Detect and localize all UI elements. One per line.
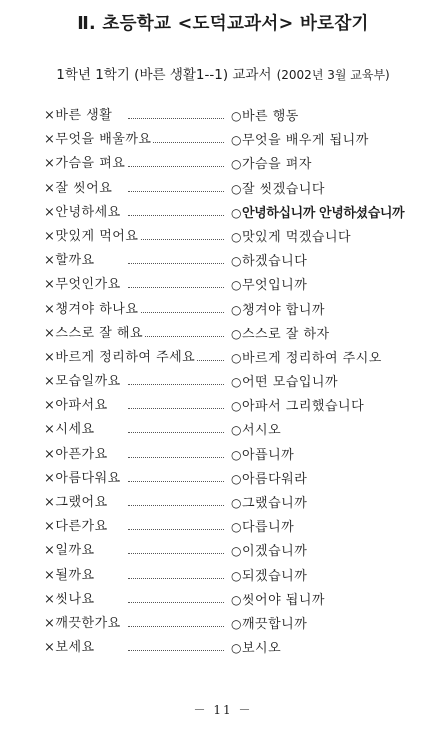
wrong-expression: ×될까요 bbox=[44, 567, 95, 583]
wrong-expression: ×챙겨야 하나요 bbox=[44, 301, 139, 317]
wrong-expression: ×모습일까요 bbox=[44, 374, 121, 390]
correct-expression: ○가슴을 펴자 bbox=[231, 157, 312, 173]
correct-expression: ○바르게 정리하여 주시오 bbox=[231, 350, 382, 366]
correct-expression: ○보시오 bbox=[231, 641, 282, 657]
dot-leader bbox=[128, 481, 224, 482]
wrong-expression: ×다른가요 bbox=[44, 519, 108, 535]
correct-expression: ○맛있게 먹겠습니다 bbox=[231, 229, 352, 245]
correction-row bbox=[0, 418, 446, 442]
correction-row bbox=[0, 104, 446, 128]
correction-row bbox=[0, 201, 446, 225]
correct-expression: ○하겠습니다 bbox=[231, 254, 308, 270]
correct-expression: ○바른 행동 bbox=[231, 109, 299, 124]
wrong-expression: ×아픈가요 bbox=[44, 446, 108, 462]
correct-expression: ○이겠습니까 bbox=[231, 544, 308, 560]
correction-row bbox=[0, 491, 446, 515]
correction-list bbox=[0, 104, 446, 660]
correct-expression: ○무엇을 배우게 됩니까 bbox=[231, 133, 369, 149]
correct-expression: ○안녕하십니까 안녕하셨습니까 bbox=[231, 205, 405, 221]
circle-icon: ○ bbox=[231, 229, 242, 244]
wrong-expression: ×잘 씻어요 bbox=[44, 180, 113, 196]
wrong-expression: ×아름다워요 bbox=[44, 470, 121, 486]
correction-row bbox=[0, 588, 446, 612]
wrong-expression: ×깨끗한가요 bbox=[44, 615, 121, 631]
correct-expression: ○씻어야 됩니까 bbox=[231, 592, 325, 608]
circle-icon: ○ bbox=[231, 496, 242, 510]
circle-icon: ○ bbox=[231, 399, 242, 414]
wrong-expression: ×아파서요 bbox=[44, 398, 108, 414]
correction-row bbox=[0, 515, 446, 539]
circle-icon: ○ bbox=[231, 350, 242, 365]
correction-row bbox=[0, 177, 446, 201]
correct-expression: ○챙겨야 합니까 bbox=[231, 302, 325, 318]
correct-expression: ○스스로 잘 하자 bbox=[231, 326, 330, 342]
wrong-expression: ×바르게 정리하여 주세요 bbox=[44, 349, 196, 365]
dot-leader bbox=[128, 118, 224, 119]
circle-icon: ○ bbox=[231, 568, 242, 583]
correction-row bbox=[0, 612, 446, 636]
correct-expression: ○서시오 bbox=[231, 423, 282, 439]
correction-row bbox=[0, 370, 446, 394]
dot-leader bbox=[128, 263, 224, 264]
correction-row bbox=[0, 564, 446, 588]
circle-icon: ○ bbox=[231, 205, 242, 220]
correct-expression: ○되겠습니까 bbox=[231, 568, 308, 584]
circle-icon: ○ bbox=[231, 157, 242, 172]
correction-row bbox=[0, 467, 446, 491]
wrong-expression: ×보세요 bbox=[44, 640, 95, 656]
correct-expression: ○다릅니까 bbox=[231, 520, 295, 536]
dot-leader bbox=[128, 578, 224, 579]
circle-icon: ○ bbox=[231, 181, 242, 196]
correct-expression: ○아픕니까 bbox=[231, 447, 295, 463]
wrong-expression: ×일까요 bbox=[44, 543, 95, 559]
circle-icon: ○ bbox=[231, 302, 242, 317]
dot-leader bbox=[128, 529, 224, 530]
circle-icon: ○ bbox=[231, 423, 242, 438]
circle-icon: ○ bbox=[231, 133, 242, 148]
dot-leader bbox=[128, 626, 224, 627]
wrong-expression: ×할까요 bbox=[44, 253, 95, 269]
correction-row bbox=[0, 394, 446, 418]
wrong-expression: ×바른 생활 bbox=[44, 108, 113, 123]
dot-leader bbox=[128, 166, 224, 167]
wrong-expression: ×시세요 bbox=[44, 422, 95, 438]
wrong-expression: ×무엇인가요 bbox=[44, 277, 121, 293]
correct-expression: ○무엇입니까 bbox=[231, 278, 308, 294]
circle-icon: ○ bbox=[231, 592, 242, 607]
correction-row bbox=[0, 273, 446, 297]
dot-leader bbox=[128, 457, 224, 458]
dot-leader bbox=[128, 215, 224, 216]
wrong-expression: ×맛있게 먹어요 bbox=[44, 228, 139, 244]
dot-leader bbox=[128, 602, 224, 603]
wrong-expression: ×스스로 잘 해요 bbox=[44, 325, 144, 341]
circle-icon: ○ bbox=[231, 278, 242, 293]
correction-row bbox=[0, 249, 446, 273]
dot-leader bbox=[128, 312, 224, 313]
dot-leader bbox=[128, 408, 224, 409]
correct-expression: ○어떤 모습입니까 bbox=[231, 375, 339, 391]
dot-leader bbox=[128, 384, 224, 385]
subheading-title: 1학년 1학기 (바른 생활1--1) 교과서 bbox=[56, 67, 272, 83]
correction-row bbox=[0, 225, 446, 249]
circle-icon: ○ bbox=[231, 544, 242, 559]
correction-row bbox=[0, 539, 446, 563]
wrong-expression: ×씻나요 bbox=[44, 591, 95, 607]
dot-leader bbox=[128, 287, 224, 288]
wrong-expression: ×안녕하세요 bbox=[44, 204, 121, 220]
correction-row bbox=[0, 322, 446, 346]
wrong-expression: ×그랬어요 bbox=[44, 495, 108, 510]
correction-row bbox=[0, 298, 446, 322]
page-heading: Ⅱ. 초등학교 <도덕교과서> 바로잡기 bbox=[77, 14, 369, 34]
wrong-expression: ×무엇을 배울까요 bbox=[44, 132, 152, 148]
dot-leader bbox=[128, 191, 224, 192]
circle-icon: ○ bbox=[231, 447, 242, 462]
dot-leader bbox=[128, 650, 224, 651]
correction-row bbox=[0, 128, 446, 152]
correction-row bbox=[0, 636, 446, 660]
correction-row bbox=[0, 346, 446, 370]
circle-icon: ○ bbox=[231, 375, 242, 390]
correct-expression: ○아름다워라 bbox=[231, 471, 308, 487]
correction-row bbox=[0, 443, 446, 467]
subheading-note: (2002년 3월 교육부) bbox=[276, 68, 390, 82]
correct-expression: ○깨끗합니까 bbox=[231, 616, 308, 632]
circle-icon: ○ bbox=[231, 109, 242, 123]
circle-icon: ○ bbox=[231, 254, 242, 269]
page-number: － 11 － bbox=[193, 703, 253, 717]
dot-leader bbox=[128, 553, 224, 554]
correct-expression: ○아파서 그리했습니다 bbox=[231, 399, 365, 415]
circle-icon: ○ bbox=[231, 616, 242, 631]
dot-leader bbox=[128, 505, 224, 506]
correct-expression: ○그랬습니까 bbox=[231, 496, 308, 511]
correction-row bbox=[0, 152, 446, 176]
dot-leader bbox=[128, 239, 224, 240]
circle-icon: ○ bbox=[231, 471, 242, 486]
page-subheading bbox=[0, 63, 446, 83]
circle-icon: ○ bbox=[231, 326, 242, 341]
wrong-expression: ×가슴을 펴요 bbox=[44, 156, 126, 172]
dot-leader bbox=[128, 432, 224, 433]
circle-icon: ○ bbox=[231, 520, 242, 535]
correct-expression: ○잘 씻겠습니다 bbox=[231, 181, 325, 197]
circle-icon: ○ bbox=[231, 641, 242, 656]
